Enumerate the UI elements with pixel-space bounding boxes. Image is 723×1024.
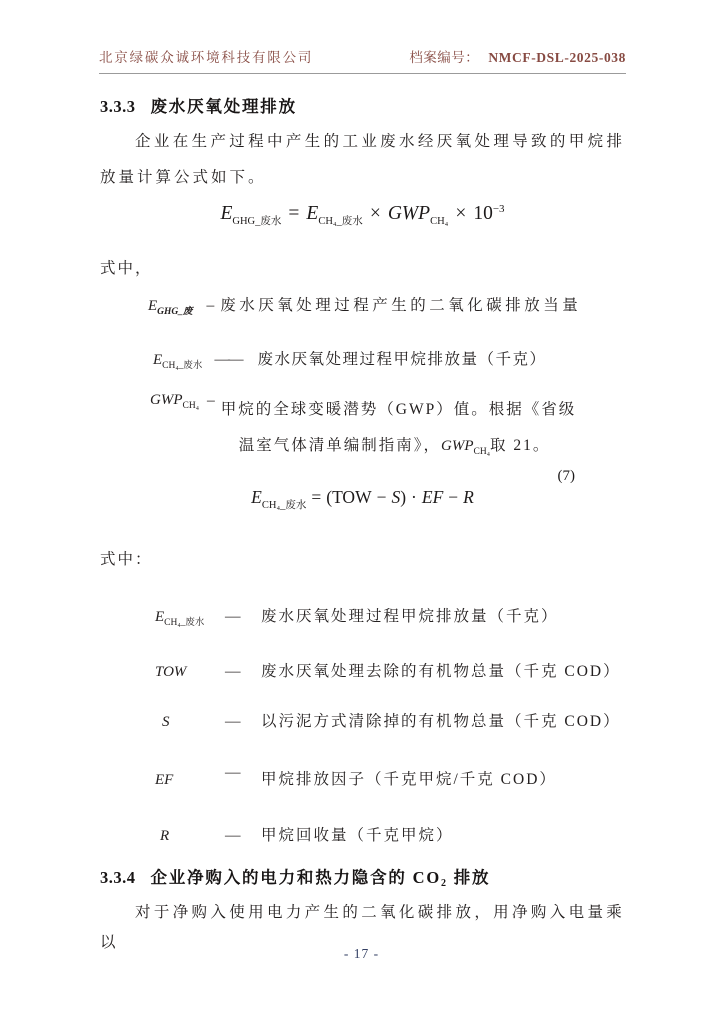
gwp-desc-line2	[221, 428, 591, 470]
term-row-ech4	[153, 347, 546, 371]
where-label-1: 式中，	[100, 260, 153, 277]
base-ten: 10	[473, 203, 493, 224]
symbol-base: EF	[155, 772, 174, 788]
term-row-eghg	[148, 293, 581, 317]
term-symbol	[150, 392, 199, 411]
formula-ghg-wastewater	[100, 203, 625, 228]
section-heading-333	[100, 93, 297, 117]
formula-7-block	[100, 468, 625, 512]
term-dash: —	[225, 663, 241, 680]
file-number-group	[409, 46, 626, 66]
term-row-gwp	[150, 392, 591, 470]
term-description: 废水厌氧处理过程甲烷排放量（千克）	[261, 608, 559, 625]
formula-ch4-wastewater	[100, 487, 625, 512]
var-e-ch4-sub: CH₄_废水	[318, 216, 363, 227]
gwp-desc-line2-pre: 温室气体清单编制指南》，	[238, 437, 442, 454]
symbol-sub: CH₄_废水	[162, 361, 203, 371]
var-e-ch4: E	[251, 487, 262, 507]
term-dash: ——	[214, 351, 242, 368]
var-ef: EF	[421, 487, 444, 507]
where-label-2: 式中：	[100, 551, 153, 568]
symbol-sub: GHG_废	[157, 307, 193, 317]
company-name: 北京绿碳众诚环境科技有限公司	[99, 50, 314, 65]
inline-gwp-sub: CH₄	[473, 447, 491, 457]
symbol-base: S	[162, 714, 170, 730]
var-e-ch4: E	[306, 203, 319, 224]
term-dash: —	[225, 713, 241, 730]
section-heading-334	[100, 864, 490, 889]
term-row-ef	[155, 764, 557, 789]
minus-sign-1: −	[376, 487, 387, 507]
term-description: 甲烷排放因子（千克甲烷/千克 COD）	[261, 771, 557, 788]
paragraph-333: 企业在生产过程中产生的工业废水经厌氧处理导致的甲烷排放量计算公式如下。	[100, 133, 625, 186]
term-description: 废水厌氧处理过程产生的二氧化碳排放当量	[220, 297, 582, 314]
term-row-ech4-2	[155, 604, 559, 628]
symbol-base: E	[155, 609, 165, 625]
term-row-s	[155, 709, 621, 731]
equals-sign: =	[288, 203, 300, 224]
file-number-value: NMCF-DSL-2025-038	[488, 50, 626, 65]
var-s: S	[391, 487, 401, 507]
term-description: 以污泥方式清除掉的有机物总量（千克 COD）	[261, 713, 621, 730]
gwp-desc-line1: 甲烷的全球变暖潜势（GWP）值。根据《省级	[220, 401, 577, 418]
var-e-ghg: E	[220, 203, 233, 224]
term-symbol	[155, 828, 225, 845]
symbol-base: R	[160, 828, 170, 844]
section-title-pre: 企业净购入的电力和热力隐含的 CO	[150, 868, 441, 887]
term-symbol	[155, 714, 225, 731]
page-header	[99, 46, 626, 74]
co2-subscript: 2	[440, 878, 448, 889]
paragraph-334: 对于净购入使用电力产生的二氧化碳排放，用净购入电量乘以	[100, 904, 625, 951]
multiply-sign-2: ×	[455, 203, 467, 224]
equals-sign: =	[311, 487, 322, 507]
dot-operator: ·	[411, 487, 417, 507]
exponent: −3	[492, 203, 505, 215]
term-symbol	[155, 772, 225, 789]
close-paren: )	[400, 487, 407, 507]
section-title	[151, 868, 491, 887]
term-description: 废水厌氧处理去除的有机物总量（千克 COD）	[261, 663, 621, 680]
term-dash: —	[225, 764, 241, 781]
open-paren: (	[326, 487, 333, 507]
term-symbol	[148, 298, 193, 317]
term-dash: –	[206, 297, 215, 314]
section-title-post: 排放	[447, 868, 491, 887]
inline-gwp: GWP	[441, 438, 474, 454]
var-tow: TOW	[332, 487, 372, 507]
term-dash: —	[225, 608, 241, 625]
term-description: 甲烷回收量（千克甲烷）	[261, 827, 454, 844]
term-symbol	[153, 352, 203, 371]
var-gwp-sub: CH₄	[430, 216, 449, 227]
file-number-label: 档案编号：	[409, 50, 480, 65]
var-r: R	[463, 487, 474, 507]
term-row-r	[155, 823, 454, 845]
term-symbol	[155, 664, 225, 681]
var-e-ghg-sub: GHG_废水	[232, 216, 282, 227]
multiply-sign-1: ×	[369, 203, 381, 224]
term-dash: —	[225, 827, 241, 844]
symbol-base: TOW	[155, 664, 187, 680]
symbol-sub: CH₄	[182, 401, 200, 411]
symbol-base: E	[153, 352, 163, 368]
var-gwp: GWP	[387, 203, 431, 224]
section-title: 废水厌氧处理排放	[150, 97, 297, 116]
term-row-tow	[155, 659, 621, 681]
term-description: 废水厌氧处理过程甲烷排放量（千克）	[257, 351, 547, 368]
term-dash: –	[207, 392, 215, 409]
section-number: 3.3.3	[100, 97, 136, 116]
equation-number: (7)	[557, 468, 575, 484]
term-description	[221, 392, 591, 470]
symbol-base: E	[148, 298, 158, 314]
term-symbol	[155, 609, 225, 628]
var-e-ch4-sub: CH₄_废水	[261, 500, 307, 511]
minus-sign-2: −	[448, 487, 459, 507]
symbol-sub: CH₄_废水	[164, 618, 205, 628]
page-number: - 17 -	[343, 946, 380, 961]
section-number: 3.3.4	[100, 868, 136, 887]
symbol-base: GWP	[150, 392, 183, 408]
gwp-desc-line2-post: 取 21。	[490, 437, 551, 454]
